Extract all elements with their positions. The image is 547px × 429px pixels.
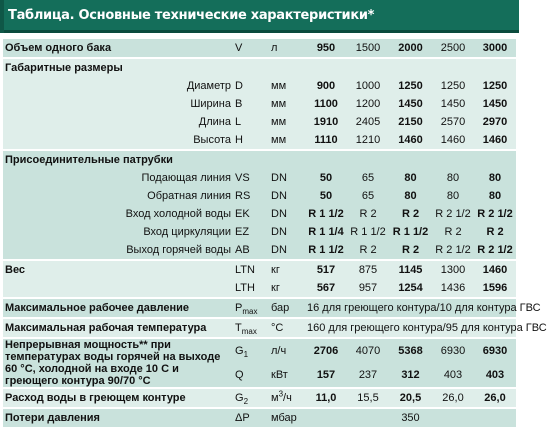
cell-value: 1250	[389, 77, 432, 95]
row-label: Вход циркуляции	[3, 223, 233, 241]
row-label: Вес	[3, 260, 233, 279]
row-power-g1	[3, 338, 516, 363]
row-label: Подающая линия	[3, 169, 233, 187]
cell-value: 2570	[432, 113, 474, 131]
row-unit: л	[269, 39, 305, 58]
row-label: Вход холодной воды	[3, 205, 233, 223]
cell-value: 80	[389, 187, 432, 205]
cell-value: 1250	[432, 77, 474, 95]
cell-value: 1250	[474, 77, 516, 95]
row-label: Максимальная рабочая температура	[3, 318, 233, 338]
cell-value: 403	[432, 363, 474, 388]
cell-value: 1450	[389, 95, 432, 113]
cell-value: 312	[389, 363, 432, 388]
row-circulation	[3, 223, 516, 241]
row-label: Высота	[3, 131, 233, 150]
spec-table	[3, 39, 547, 427]
cell-value: 65	[347, 187, 389, 205]
row-unit: DN	[269, 187, 305, 205]
row-return	[3, 187, 516, 205]
row-unit: кВт	[269, 363, 305, 388]
row-unit: DN	[269, 205, 305, 223]
row-height	[3, 131, 516, 150]
cell-value: R 1 1/2	[389, 223, 432, 241]
row-unit: DN	[269, 241, 305, 260]
cell-value: R 2	[432, 223, 474, 241]
row-unit: мм	[269, 77, 305, 95]
cell-value: 900	[305, 77, 347, 95]
row-flow	[3, 388, 516, 408]
cell-value: 950	[305, 39, 347, 58]
row-length	[3, 113, 516, 131]
row-symbol: V	[233, 39, 269, 58]
cell-value: 6930	[432, 338, 474, 363]
row-symbol: H	[233, 131, 269, 150]
cell-value: 875	[347, 260, 389, 279]
row-symbol: Q	[233, 363, 269, 388]
cell-value: 160 для греющего контура/95 для контура ГВС	[305, 318, 516, 338]
row-label: Обратная линия	[3, 187, 233, 205]
cell-value: 1254	[389, 279, 432, 298]
row-max-temperature	[3, 318, 516, 338]
cell-value: 3000	[474, 39, 516, 58]
row-label: Ширина	[3, 95, 233, 113]
row-label: Длина	[3, 113, 233, 131]
cell-value: 957	[347, 279, 389, 298]
cell-value: 80	[474, 169, 516, 187]
cell-value: 26,0	[474, 388, 516, 408]
cell-value: 2500	[432, 39, 474, 58]
row-symbol: B	[233, 95, 269, 113]
cell-value: 2150	[389, 113, 432, 131]
section-label: Габаритные размеры	[3, 58, 233, 77]
cell-value: 517	[305, 260, 347, 279]
row-dimensions-header	[3, 58, 516, 77]
cell-value: R 2	[347, 205, 389, 223]
row-weight-ltn	[3, 260, 516, 279]
cell-value: 4070	[347, 338, 389, 363]
cell-value: 2970	[474, 113, 516, 131]
title-marker	[0, 0, 4, 33]
row-unit: DN	[269, 169, 305, 187]
row-symbol: LTH	[233, 279, 269, 298]
row-label: Расход воды в греющем контуре	[3, 388, 233, 408]
cell-value: 1500	[347, 39, 389, 58]
row-symbol: D	[233, 77, 269, 95]
cell-value: 80	[432, 169, 474, 187]
cell-value: R 2 1/2	[432, 205, 474, 223]
cell-value: 350	[305, 408, 516, 427]
cell-value: 1110	[305, 131, 347, 150]
cell-value: 2000	[389, 39, 432, 58]
cell-value: 2405	[347, 113, 389, 131]
row-symbol: VS	[233, 169, 269, 187]
cell-value: R 1 1/2	[305, 241, 347, 260]
cell-value: 1100	[305, 95, 347, 113]
cell-value: R 2	[474, 223, 516, 241]
cell-value: 2706	[305, 338, 347, 363]
row-unit: мм	[269, 95, 305, 113]
cell-value: 80	[389, 169, 432, 187]
row-label: Выход горячей воды	[3, 241, 233, 260]
row-connections-header	[3, 150, 516, 169]
cell-value: 50	[305, 169, 347, 187]
row-symbol: $T_{max}$	[233, 318, 269, 338]
row-volume	[3, 39, 516, 58]
cell-value: 1596	[474, 279, 516, 298]
cell-value: R 2	[389, 205, 432, 223]
cell-value: R 2 1/2	[474, 205, 516, 223]
cell-value: 1910	[305, 113, 347, 131]
row-symbol: EK	[233, 205, 269, 223]
cell-value: 1450	[432, 95, 474, 113]
cell-value: 11,0	[305, 388, 347, 408]
cell-value: R 2	[347, 241, 389, 260]
cell-value: 1460	[389, 131, 432, 150]
row-symbol: $P_{max}$	[233, 298, 269, 318]
row-unit: л/ч	[269, 338, 305, 363]
cell-value: 6930	[474, 338, 516, 363]
row-unit: кг	[269, 260, 305, 279]
row-symbol: AB	[233, 241, 269, 260]
row-unit: кг	[269, 279, 305, 298]
cell-value: 65	[347, 169, 389, 187]
row-pressure-loss	[3, 408, 516, 427]
row-symbol: $G_1$	[233, 338, 269, 363]
row-label: Потери давления	[3, 408, 233, 427]
row-symbol: LTN	[233, 260, 269, 279]
cell-value: 1000	[347, 77, 389, 95]
cell-value: 1200	[347, 95, 389, 113]
row-unit: DN	[269, 223, 305, 241]
cell-value: 80	[432, 187, 474, 205]
section-label: Присоединительные патрубки	[3, 150, 233, 169]
row-unit: °C	[269, 318, 305, 338]
cell-value: 50	[305, 187, 347, 205]
cell-value: R 2 1/2	[432, 241, 474, 260]
row-max-pressure	[3, 298, 516, 318]
cell-value: 1450	[474, 95, 516, 113]
cell-value: 26,0	[432, 388, 474, 408]
cell-value: 1145	[389, 260, 432, 279]
row-unit: мм	[269, 131, 305, 150]
cell-value: 567	[305, 279, 347, 298]
cell-value: 15,5	[347, 388, 389, 408]
row-supply	[3, 169, 516, 187]
cell-value: R 2	[389, 241, 432, 260]
row-label: Максимальное рабочее давление	[3, 298, 233, 318]
cell-value: 20,5	[389, 388, 432, 408]
row-unit: $м^3/ч$	[269, 388, 305, 408]
row-cold-inlet	[3, 205, 516, 223]
row-symbol: ΔP	[233, 408, 269, 427]
cell-value: 1300	[432, 260, 474, 279]
cell-value: 1460	[474, 260, 516, 279]
row-label: Объем одного бака	[3, 39, 233, 58]
cell-value: 1460	[432, 131, 474, 150]
cell-value: 157	[305, 363, 347, 388]
cell-value: 1460	[474, 131, 516, 150]
cell-value: R 1 1/4	[305, 223, 347, 241]
cell-value: 1436	[432, 279, 474, 298]
row-unit: мбар	[269, 408, 305, 427]
cell-value: 403	[474, 363, 516, 388]
table-title: Таблица. Основные технические характеристики*	[8, 8, 375, 23]
row-width	[3, 95, 516, 113]
row-weight-lth	[3, 279, 516, 298]
cell-value: 5368	[389, 338, 432, 363]
row-unit: бар	[269, 298, 305, 318]
cell-value: R 2 1/2	[474, 241, 516, 260]
row-label: Диаметр	[3, 77, 233, 95]
cell-value: 237	[347, 363, 389, 388]
row-symbol: EZ	[233, 223, 269, 241]
row-unit: мм	[269, 113, 305, 131]
row-diameter	[3, 77, 516, 95]
row-hot-outlet	[3, 241, 516, 260]
cell-value: 80	[474, 187, 516, 205]
cell-value: R 1 1/2	[347, 223, 389, 241]
row-label: Непрерывная мощность** при температурах воды горячей на выходе 60 °C, холодной на входе 10 С и греющего контура 90/70 °C	[3, 338, 233, 388]
row-symbol: $G_2$	[233, 388, 269, 408]
row-symbol: L	[233, 113, 269, 131]
cell-value: 1210	[347, 131, 389, 150]
title-bar	[0, 0, 519, 33]
cell-value: 16 для греющего контура/10 для контура ГВС	[305, 298, 516, 318]
row-symbol: RS	[233, 187, 269, 205]
cell-value: R 1 1/2	[305, 205, 347, 223]
